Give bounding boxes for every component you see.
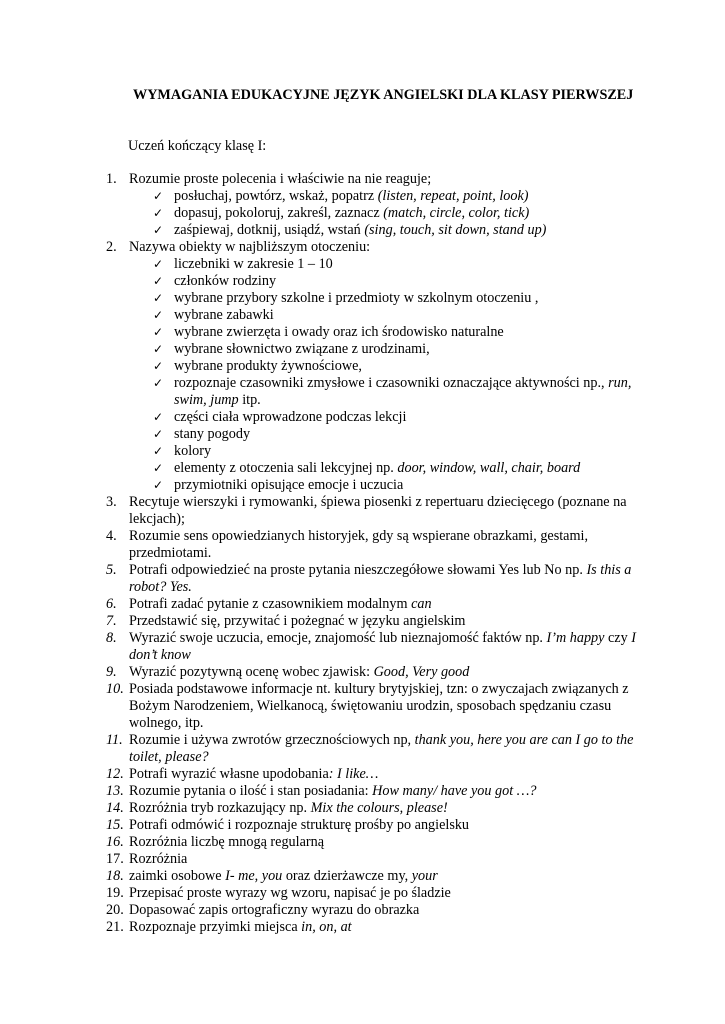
text-run: Nazywa obiekty w najbliższym otoczeniu:: [129, 239, 371, 255]
list-item: [0, 902, 725, 919]
list-item: [0, 664, 725, 681]
italic-text-run: your: [411, 868, 438, 884]
text-run: Rozumie i używa zwrotów grzecznościowych np,: [129, 732, 415, 748]
list-item: [0, 783, 725, 800]
text-run: dopasuj, pokoloruj, zakreśl, zaznacz: [174, 205, 384, 221]
item-number: 21.: [106, 919, 124, 935]
text-run: Rozpoznaje przyimki miejsca: [129, 919, 302, 935]
item-number: 8.: [106, 630, 117, 646]
intro-text: Uczeń kończący klasę I:: [128, 138, 267, 154]
item-number: 9.: [106, 664, 117, 680]
sub-list-item: [0, 341, 725, 358]
text-run: Rozróżnia tryb rozkazujący np.: [129, 800, 311, 816]
checkmark-icon: ✓: [153, 410, 164, 424]
italic-text-run: in, on, at: [301, 919, 352, 935]
requirements-list: [0, 171, 725, 936]
text-run: wybrane słownictwo związane z urodzinami,: [174, 341, 430, 357]
list-item: [0, 800, 725, 817]
sub-list-item: [0, 426, 725, 443]
list-item: [0, 919, 725, 936]
list-item: [0, 885, 725, 902]
italic-text-run: : I like…: [328, 766, 379, 782]
list-item: [0, 528, 725, 562]
text-run: Rozumie sens opowiedzianych historyjek, gdy są wspierane obrazkami, gestami, przedmiotami.: [129, 528, 589, 561]
text-run: oraz dzierżawcze my,: [282, 868, 412, 884]
page-title: WYMAGANIA EDUKACYJNE JĘZYK ANGIELSKI DLA KLASY PIERWSZEJ: [133, 87, 634, 103]
italic-text-run: (match, circle, color, tick): [383, 205, 530, 221]
item-number: 20.: [106, 902, 124, 918]
text-run: posłuchaj, powtórz, wskaż, popatrz: [174, 188, 378, 204]
item-number: 15.: [106, 817, 124, 833]
sub-list-item: [0, 256, 725, 273]
item-number: 17.: [106, 851, 124, 867]
text-run: Potrafi odmówić i rozpoznaje strukturę prośby po angielsku: [129, 817, 470, 833]
list-item: [0, 630, 725, 664]
text-run: czy: [604, 630, 632, 646]
italic-text-run: Mix the colours, please!: [310, 800, 448, 816]
text-run: elementy z otoczenia sali lekcyjnej np.: [174, 460, 398, 476]
item-number: 16.: [106, 834, 124, 850]
text-run: członków rodziny: [174, 273, 277, 289]
italic-text-run: (listen, repeat, point, look): [377, 188, 529, 204]
checkmark-icon: ✓: [153, 359, 164, 373]
italic-text-run: run, swim, jump: [174, 375, 632, 408]
text-run: Przepisać proste wyrazy wg wzoru, napisać je po śladzie: [129, 885, 451, 901]
checkmark-icon: ✓: [153, 206, 164, 220]
sub-list-item: [0, 222, 725, 239]
text-run: Rozróżnia liczbę mnogą regularną: [129, 834, 324, 850]
checkmark-icon: ✓: [153, 342, 164, 356]
item-number: 3.: [106, 494, 117, 510]
italic-text-run: I’m happy: [546, 630, 605, 646]
sub-list-item: [0, 409, 725, 426]
text-run: Wyrazić pozytywną ocenę wobec zjawisk:: [129, 664, 374, 680]
checkmark-icon: ✓: [153, 461, 164, 475]
list-item: [0, 171, 725, 188]
text-run: Rozumie proste polecenia i właściwie na nie reaguje;: [129, 171, 432, 187]
checkmark-icon: ✓: [153, 427, 164, 441]
sub-list-item: [0, 443, 725, 460]
text-run: wybrane zabawki: [174, 307, 274, 323]
text-run: części ciała wprowadzone podczas lekcji: [174, 409, 407, 425]
text-run: Rozróżnia: [129, 851, 188, 867]
text-run: Potrafi odpowiedzieć na proste pytania nieszczegółowe słowami Yes lub No np.: [129, 562, 587, 578]
text-run: Posiada podstawowe informacje nt. kultury brytyjskiej, tzn: o zwyczajach związanych z Bożym Narodzeniem, Wielkanocą, świętowaniu urodzin, sposobach spędzaniu czasu wolnego, itp.: [129, 681, 629, 731]
item-number: 12.: [106, 766, 124, 782]
item-number: 4.: [106, 528, 117, 544]
sub-list-item: [0, 273, 725, 290]
text-run: kolory: [174, 443, 212, 459]
sub-list-item: [0, 358, 725, 375]
text-run: wybrane przybory szkolne i przedmioty w szkolnym otoczeniu ,: [174, 290, 539, 306]
list-item: [0, 851, 725, 868]
checkmark-icon: ✓: [153, 274, 164, 288]
sub-list-item: [0, 290, 725, 307]
italic-text-run: thank you, here you are can I go to the toilet, please?: [129, 732, 634, 765]
italic-text-run: I- me, you: [225, 868, 283, 884]
text-run: liczebniki w zakresie 1 – 10: [174, 256, 333, 272]
item-number: 2.: [106, 239, 117, 255]
list-item: [0, 613, 725, 630]
text-run: rozpoznaje czasowniki zmysłowe i czasowniki oznaczające aktywności np.,: [174, 375, 609, 391]
list-item: [0, 562, 725, 596]
item-number: 13.: [106, 783, 124, 799]
list-item: [0, 766, 725, 783]
list-item: [0, 817, 725, 834]
item-number: 14.: [106, 800, 124, 816]
text-run: itp.: [238, 392, 261, 408]
sub-list-item: [0, 205, 725, 222]
checkmark-icon: ✓: [153, 444, 164, 458]
sub-list-item: [0, 307, 725, 324]
text-run: Potrafi wyrazić własne upodobania: [129, 766, 329, 782]
text-run: przymiotniki opisujące emocje i uczucia: [174, 477, 404, 493]
text-run: zaimki osobowe: [129, 868, 226, 884]
list-item: [0, 494, 725, 528]
sub-list-item: [0, 460, 725, 477]
checkmark-icon: ✓: [153, 478, 164, 492]
item-number: 18.: [106, 868, 124, 884]
list-item: [0, 596, 725, 613]
sub-list-item: [0, 375, 725, 409]
list-item: [0, 681, 725, 732]
sub-list-item: [0, 324, 725, 341]
italic-text-run: Is this a robot? Yes.: [129, 562, 632, 595]
sub-list-item: [0, 188, 725, 205]
item-number: 7.: [106, 613, 117, 629]
text-run: Potrafi zadać pytanie z czasownikiem modalnym: [129, 596, 412, 612]
italic-text-run: (sing, touch, sit down, stand up): [364, 222, 547, 238]
sub-list-item: [0, 477, 725, 494]
checkmark-icon: ✓: [153, 257, 164, 271]
italic-text-run: Good, Very good: [373, 664, 470, 680]
list-item: [0, 239, 725, 256]
list-item: [0, 732, 725, 766]
checkmark-icon: ✓: [153, 308, 164, 322]
italic-text-run: How many/ have you got …?: [372, 783, 537, 799]
item-number: 6.: [106, 596, 117, 612]
item-number: 1.: [106, 171, 117, 187]
checkmark-icon: ✓: [153, 291, 164, 305]
list-item: [0, 868, 725, 885]
text-run: Dopasować zapis ortograficzny wyrazu do obrazka: [129, 902, 420, 918]
checkmark-icon: ✓: [153, 189, 164, 203]
text-run: zaśpiewaj, dotknij, usiądź, wstań: [174, 222, 365, 238]
item-number: 11.: [106, 732, 123, 748]
checkmark-icon: ✓: [153, 376, 164, 390]
text-run: Recytuje wierszyki i rymowanki, śpiewa piosenki z repertuaru dziecięcego (poznane na lekcjach);: [129, 494, 627, 527]
text-run: Przedstawić się, przywitać i pożegnać w języku angielskim: [129, 613, 466, 629]
checkmark-icon: ✓: [153, 325, 164, 339]
italic-text-run: I don’t know: [129, 630, 636, 663]
text-run: stany pogody: [174, 426, 251, 442]
italic-text-run: can: [411, 596, 432, 612]
item-number: 5.: [106, 562, 117, 578]
italic-text-run: door, window, wall, chair, board: [397, 460, 581, 476]
text-run: Wyrazić swoje uczucia, emocje, znajomość lub nieznajomość faktów np.: [129, 630, 547, 646]
list-item: [0, 834, 725, 851]
checkmark-icon: ✓: [153, 223, 164, 237]
text-run: Rozumie pytania o ilość i stan posiadania:: [129, 783, 373, 799]
text-run: wybrane produkty żywnościowe,: [174, 358, 362, 374]
item-number: 10.: [106, 681, 124, 697]
item-number: 19.: [106, 885, 124, 901]
text-run: wybrane zwierzęta i owady oraz ich środowisko naturalne: [174, 324, 504, 340]
